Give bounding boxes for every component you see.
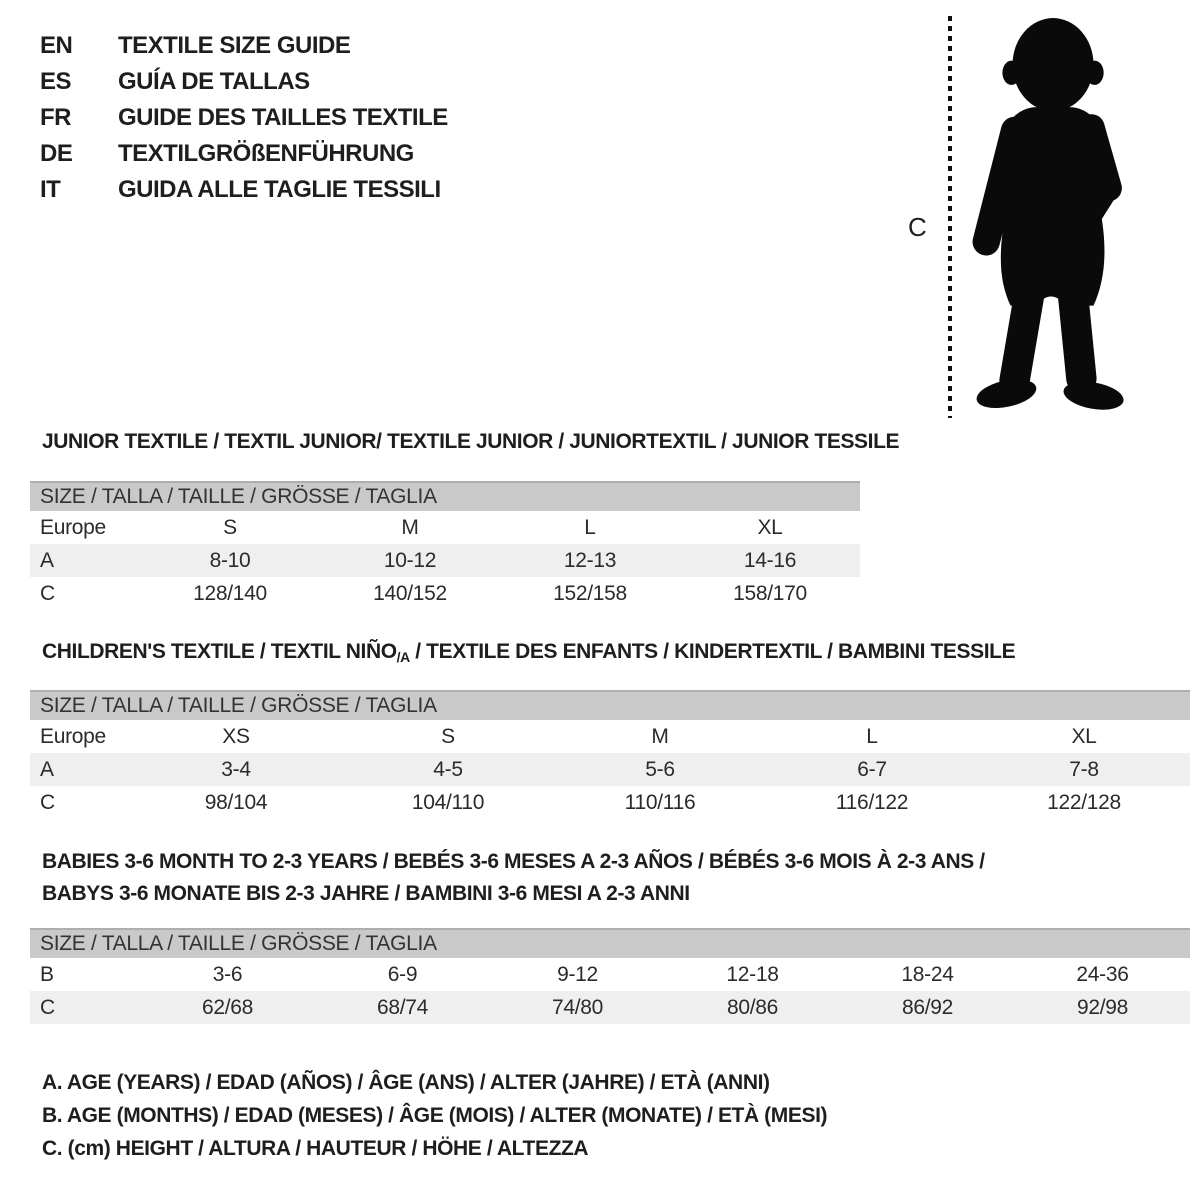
row-label: C: [40, 582, 55, 605]
age-cell: 4-5: [433, 758, 463, 781]
row-label: B: [40, 963, 54, 986]
size-cell: L: [866, 725, 878, 748]
row-label: C: [40, 791, 55, 814]
age-cell: 3-4: [221, 758, 251, 781]
table-row: [30, 753, 1190, 786]
children-title-post: / TEXTILE DES ENFANTS / KINDERTEXTIL / BAMBINI TESSILE: [409, 640, 1016, 663]
lang-row-en: [40, 28, 448, 64]
children-size-table: [30, 690, 1190, 819]
height-cell: 74/80: [551, 996, 604, 1019]
babies-section-title-line2: BABYS 3-6 MONATE BIS 2-3 JAHRE / BAMBINI 3-6 MESI A 2-3 ANNI: [42, 882, 690, 905]
toddler-silhouette-icon: [960, 14, 1140, 419]
lang-title: TEXTILE SIZE GUIDE: [118, 32, 351, 59]
height-cell: 104/110: [411, 791, 485, 814]
months-cell: 24-36: [1076, 963, 1129, 986]
size-table-header: SIZE / TALLA / TAILLE / GRÖSSE / TAGLIA: [30, 481, 860, 511]
age-cell: 10-12: [383, 549, 437, 572]
months-cell: 9-12: [557, 963, 598, 986]
legend-age-years: A. AGE (YEARS) / EDAD (AÑOS) / ÂGE (ANS) / ALTER (JAHRE) / ETÀ (ANNI): [42, 1071, 770, 1094]
junior-section-title: JUNIOR TEXTILE / TEXTIL JUNIOR/ TEXTILE JUNIOR / JUNIORTEXTIL / JUNIOR TESSILE: [42, 430, 900, 453]
height-cell: 152/158: [553, 582, 627, 605]
height-measure-dashed-line: [948, 16, 952, 418]
lang-row-it: [40, 172, 448, 208]
size-cell: XL: [1071, 725, 1097, 748]
junior-size-table: [30, 481, 860, 610]
lang-title: TEXTILGRÖßENFÜHRUNG: [118, 140, 414, 167]
months-cell: 18-24: [901, 963, 954, 986]
row-label: Europe: [40, 725, 106, 748]
size-cell: L: [584, 516, 596, 539]
measure-legend: [42, 1066, 827, 1165]
children-title-sub: /A: [396, 649, 410, 665]
legend-age-months: B. AGE (MONTHS) / EDAD (MESES) / ÂGE (MOIS) / ALTER (MONATE) / ETÀ (MESI): [42, 1104, 828, 1127]
height-cell: 110/116: [624, 791, 696, 814]
age-cell: 5-6: [645, 758, 675, 781]
table-row: [30, 511, 860, 544]
size-cell: S: [223, 516, 237, 539]
height-measure-label: C: [908, 212, 927, 242]
babies-section-title-line1: BABIES 3-6 MONTH TO 2-3 YEARS / BEBÉS 3-6 MESES A 2-3 AÑOS / BÉBÉS 3-6 MOIS À 2-3 ANS /: [42, 850, 985, 873]
size-cell: M: [401, 516, 419, 539]
height-cell: 80/86: [726, 996, 779, 1019]
lang-row-fr: [40, 100, 448, 136]
children-section-title: [42, 640, 1015, 665]
lang-code: DE: [40, 140, 73, 167]
size-cell: XS: [222, 725, 250, 748]
age-cell: 8-10: [209, 549, 251, 572]
height-cell: 86/92: [901, 996, 954, 1019]
babies-size-table: [30, 928, 1190, 1024]
legend-height-cm: C. (cm) HEIGHT / ALTURA / HAUTEUR / HÖHE / ALTEZZA: [42, 1137, 589, 1160]
size-cell: M: [651, 725, 669, 748]
lang-title: GUÍA DE TALLAS: [118, 68, 310, 95]
age-cell: 7-8: [1069, 758, 1099, 781]
lang-title: GUIDA ALLE TAGLIE TESSILI: [118, 176, 441, 203]
table-row: [30, 544, 860, 577]
height-cell: 140/152: [373, 582, 447, 605]
table-row: [30, 577, 860, 610]
table-row: [30, 991, 1190, 1024]
table-row: [30, 958, 1190, 991]
size-cell: S: [441, 725, 455, 748]
row-label: C: [40, 996, 55, 1019]
height-cell: 122/128: [1047, 791, 1121, 814]
lang-code: ES: [40, 68, 72, 95]
height-cell: 98/104: [204, 791, 268, 814]
table-row: [30, 720, 1190, 753]
row-label: Europe: [40, 516, 106, 539]
row-label: A: [40, 549, 54, 572]
lang-code: IT: [40, 176, 61, 203]
height-cell: 116/122: [835, 791, 909, 814]
language-title-list: [40, 28, 448, 208]
lang-code: EN: [40, 32, 73, 59]
table-row: [30, 786, 1190, 819]
height-cell: 158/170: [733, 582, 807, 605]
size-cell: XL: [757, 516, 783, 539]
lang-code: FR: [40, 104, 71, 131]
months-cell: 6-9: [387, 963, 418, 986]
row-label: A: [40, 758, 54, 781]
height-cell: 68/74: [376, 996, 429, 1019]
size-table-header: SIZE / TALLA / TAILLE / GRÖSSE / TAGLIA: [30, 690, 1190, 720]
height-cell: 128/140: [193, 582, 267, 605]
lang-row-de: [40, 136, 448, 172]
children-title-pre: CHILDREN'S TEXTILE / TEXTIL NIÑO: [42, 640, 397, 663]
months-cell: 12-18: [726, 963, 779, 986]
size-table-header: SIZE / TALLA / TAILLE / GRÖSSE / TAGLIA: [30, 928, 1190, 958]
months-cell: 3-6: [212, 963, 243, 986]
lang-title: GUIDE DES TAILLES TEXTILE: [118, 104, 448, 131]
height-cell: 92/98: [1076, 996, 1129, 1019]
age-cell: 6-7: [857, 758, 887, 781]
lang-row-es: [40, 64, 448, 100]
age-cell: 14-16: [743, 549, 797, 572]
height-cell: 62/68: [201, 996, 254, 1019]
age-cell: 12-13: [563, 549, 617, 572]
